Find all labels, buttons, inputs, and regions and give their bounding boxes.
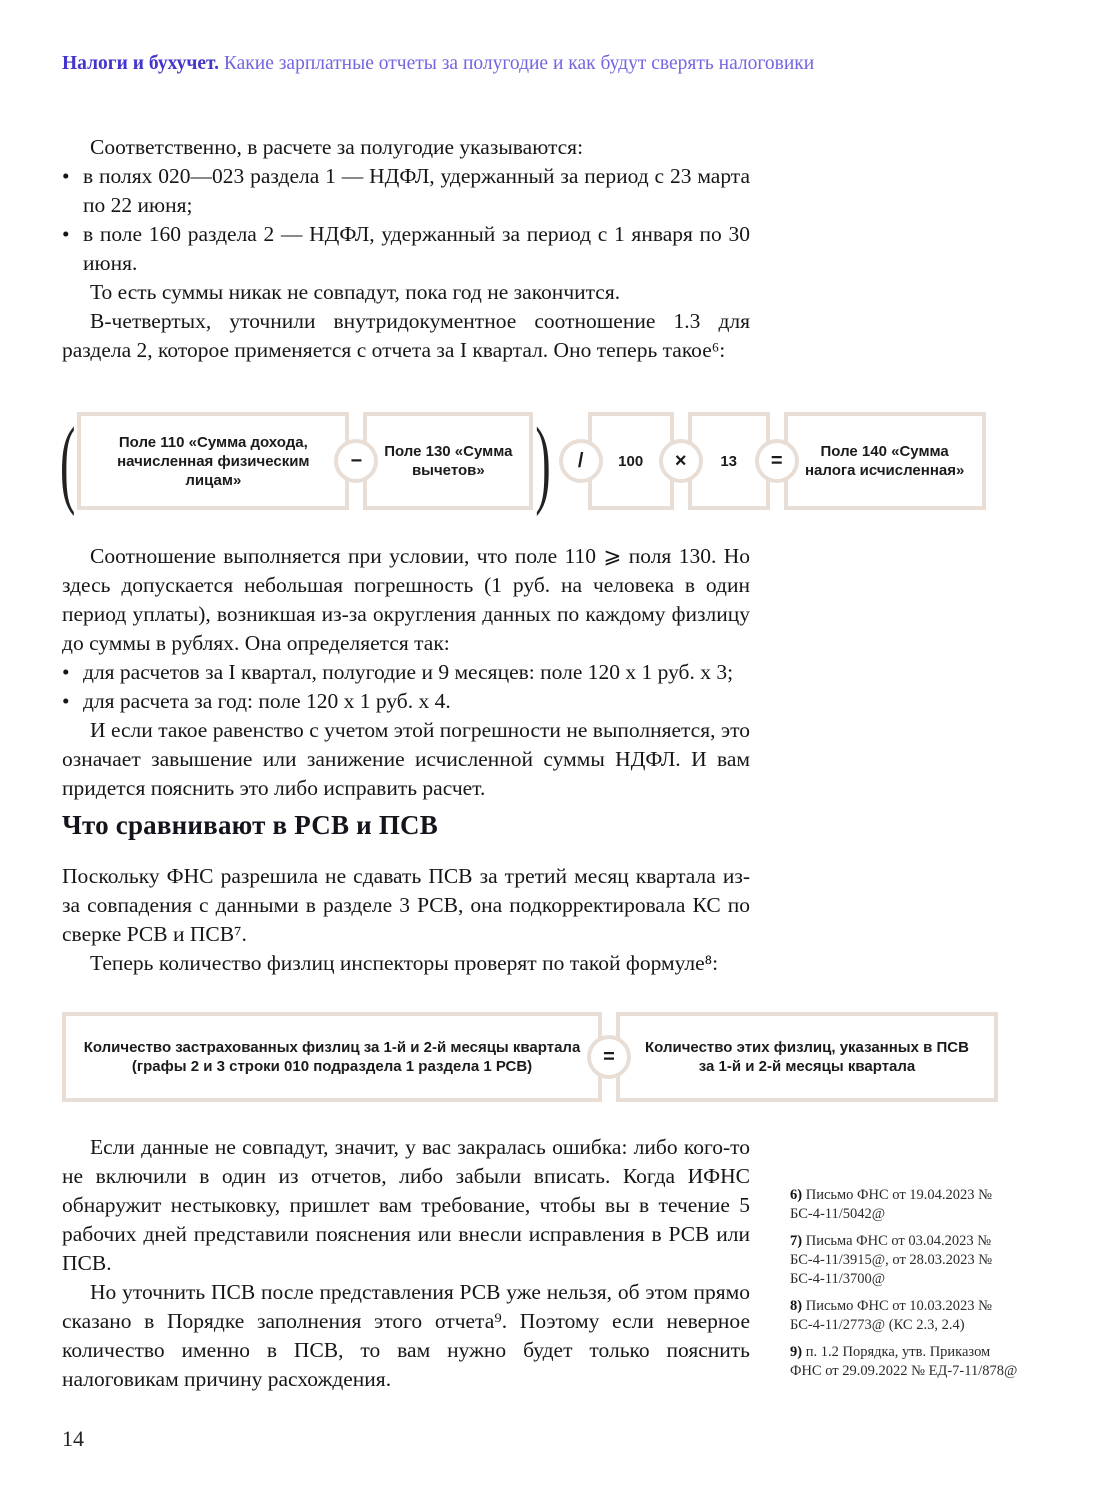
footnote xyxy=(790,1297,1020,1335)
formula-box-text: начисленная физическим лицам» xyxy=(117,452,310,489)
formula-box-text: за 1-й и 2-й месяцы квартала xyxy=(698,1058,916,1075)
footnote xyxy=(790,1343,1020,1381)
paragraph: И если такое равенство с учетом этой погрешности не выполняется, это означает завышение или занижение исчисленной суммы НДФЛ. И вам придется пояснить это либо исправить расчет. xyxy=(62,718,750,800)
formula-box-field-140 xyxy=(784,412,986,510)
footnote xyxy=(790,1186,1020,1224)
paragraph: Если данные не совпадут, значит, у вас закралась ошибка: либо кого-то не включили в один из отчетов, либо забыли вписать. Когда ИФНС обнаружит нестыковку, пришлет вам требование, чтобы вы в течение 5 рабочих дней представили пояснения или внесли исправления в РСВ или ПСВ. xyxy=(62,1135,750,1275)
body-text-block-1 xyxy=(62,133,750,365)
bullet-text: в поле 160 раздела 2 — НДФЛ, удержанный за период с 1 января по 30 июня. xyxy=(83,222,750,275)
multiply-operator-icon: × xyxy=(659,439,703,483)
paragraph: Теперь количество физлиц инспекторы проверят по такой формуле⁸: xyxy=(90,951,719,975)
equals-operator-icon: = xyxy=(587,1035,631,1079)
formula-box-100: 100 xyxy=(588,412,674,510)
minus-operator-icon: − xyxy=(334,439,378,483)
paragraph: Соотношение выполняется при условии, что поле 110 ⩾ поля 130. Но здесь допускается небольшая погрешность (1 руб. на человека в один период уплаты), возникшая из-за округления данных по каждому физлицу до суммы в рублях. Она определяется так: xyxy=(62,544,750,655)
formula-ndfl-ratio xyxy=(58,408,1058,514)
formula-box-text: (графы 2 и 3 строки 010 подраздела 1 раздела 1 РСВ) xyxy=(131,1058,533,1075)
bullet-item xyxy=(62,220,750,278)
bullet-item xyxy=(62,658,750,687)
footnote-text: Письма ФНС от 03.04.2023 № БС-4-11/3915@, от 28.03.2023 № БС-4-11/3700@ xyxy=(790,1233,993,1287)
formula-box-text: налога исчисленная» xyxy=(804,462,965,479)
footnote-number: 7) xyxy=(790,1233,803,1249)
paragraph: Но уточнить ПСВ после представления РСВ уже нельзя, об этом прямо сказано в Порядке заполнения этого отчета⁹. Поэтому если неверное количество именно в ПСВ, то вам нужно будет только пояснить налоговикам причину расхождения. xyxy=(62,1280,750,1391)
bullet-icon: • xyxy=(62,689,70,713)
bullet-text: в полях 020—023 раздела 1 — НДФЛ, удержанный за период с 23 марта по 22 июня; xyxy=(83,164,750,217)
footnotes-column xyxy=(790,1186,1020,1389)
formula-box-text: Количество этих физлиц, указанных в ПСВ xyxy=(645,1039,969,1056)
bullet-icon: • xyxy=(62,164,70,188)
footnote-text: Письмо ФНС от 10.03.2023 № БС-4-11/2773@ (КС 2.3, 2.4) xyxy=(790,1298,993,1333)
body-text-block-3 xyxy=(62,862,750,978)
formula-box-13: 13 xyxy=(688,412,770,510)
footnote-number: 8) xyxy=(790,1298,803,1314)
footnote-number: 6) xyxy=(790,1187,803,1203)
equals-operator-icon: = xyxy=(755,439,799,483)
divide-operator-icon: / xyxy=(559,439,603,483)
section-heading: Что сравнивают в РСВ и ПСВ xyxy=(62,810,438,840)
running-header xyxy=(62,52,1062,76)
formula-box-text: Поле 140 «Сумма xyxy=(820,443,949,460)
formula-psv-rsv-count xyxy=(62,1012,1010,1102)
formula-box-psv-count xyxy=(616,1012,998,1102)
close-parenthesis: ) xyxy=(535,406,551,516)
paragraph: В-четвертых, уточнили внутридокументное соотношение 1.3 для раздела 2, которое применяется с отчета за I квартал. Оно теперь такое⁶: xyxy=(62,309,750,362)
bullet-icon: • xyxy=(62,222,70,246)
formula-box-rsv-count xyxy=(62,1012,602,1102)
footnote-text: п. 1.2 Порядка, утв. Приказом ФНС от 29.09.2022 № ЕД-7-11/878@ xyxy=(790,1344,1018,1379)
formula-box-text: вычетов» xyxy=(411,462,485,479)
paragraph: Поскольку ФНС разрешила не сдавать ПСВ за третий месяц квартала из-за совпадения с данными в разделе 3 РСВ, она подкорректировала КС по сверке РСВ и ПСВ⁷. xyxy=(62,864,750,946)
formula-box-field-130 xyxy=(363,412,533,510)
body-text-block-2 xyxy=(62,542,750,803)
formula-box-text: Количество застрахованных физлиц за 1-й и 2-й месяцы квартала xyxy=(83,1039,581,1056)
footnote xyxy=(790,1232,1020,1289)
bullet-item xyxy=(62,687,750,716)
bullet-item xyxy=(62,162,750,220)
page-number: 14 xyxy=(62,1426,84,1451)
bullet-text: для расчета за год: поле 120 х 1 руб. х 4. xyxy=(83,689,451,713)
paragraph: То есть суммы никак не совпадут, пока год не закончится. xyxy=(90,280,621,304)
publication-name: Налоги и бухучет. xyxy=(62,53,220,74)
bullet-text: для расчетов за I квартал, полугодие и 9 месяцев: поле 120 х 1 руб. х 3; xyxy=(83,660,734,684)
open-parenthesis: ( xyxy=(60,406,76,516)
footnote-number: 9) xyxy=(790,1344,803,1360)
body-text-block-4 xyxy=(62,1133,750,1394)
formula-box-text: Поле 130 «Сумма xyxy=(384,443,513,460)
paragraph: Соответственно, в расчете за полугодие указываются: xyxy=(90,135,584,159)
formula-box-field-110 xyxy=(77,412,349,510)
bullet-icon: • xyxy=(62,660,70,684)
article-title: Какие зарплатные отчеты за полугодие и как будут сверять налоговики xyxy=(223,53,815,74)
footnote-text: Письмо ФНС от 19.04.2023 № БС-4-11/5042@ xyxy=(790,1187,993,1222)
formula-box-text: Поле 110 «Сумма дохода, xyxy=(118,433,308,451)
